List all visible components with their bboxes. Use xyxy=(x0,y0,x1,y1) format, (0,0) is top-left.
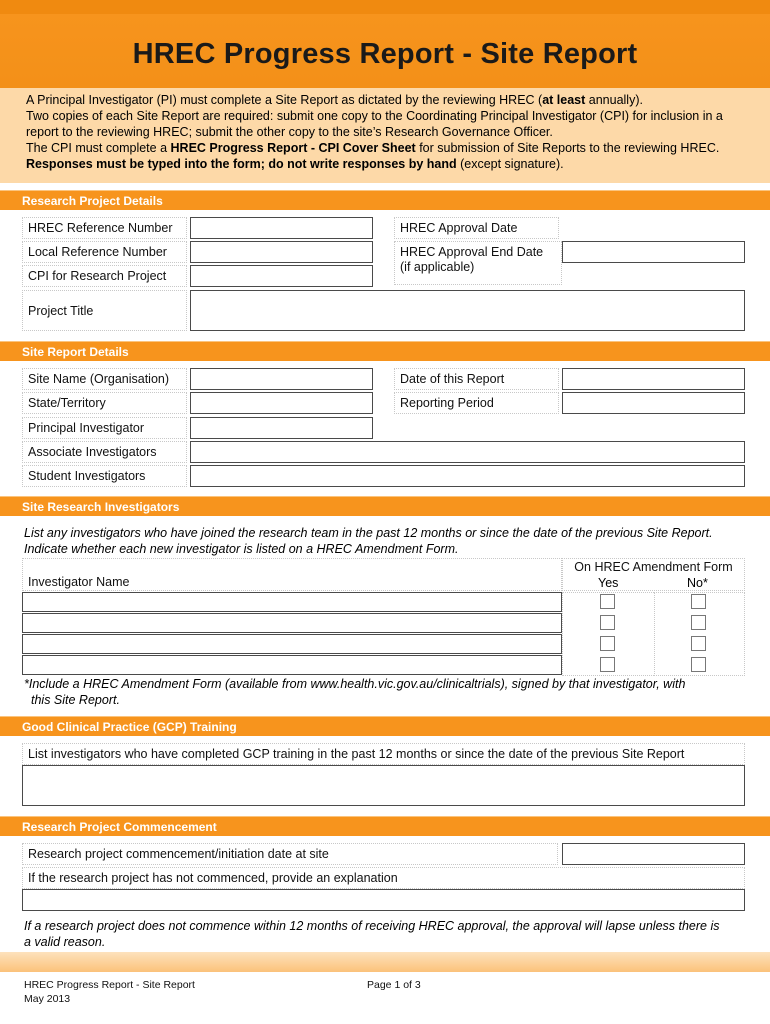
intro-line-3 xyxy=(26,140,746,156)
cpi-label: CPI for Research Project xyxy=(22,265,187,287)
intro-line-4 xyxy=(26,156,746,172)
hrec-approval-end-date-label xyxy=(394,241,562,285)
amendment-form-title: On HREC Amendment Form xyxy=(574,560,733,574)
intro-emphasis: HREC Progress Report - CPI Cover Sheet xyxy=(170,141,416,155)
project-title-input[interactable] xyxy=(190,290,745,331)
local-reference-input[interactable] xyxy=(190,241,373,263)
section-site-report-details: Site Report Details xyxy=(0,341,770,361)
report-date-input[interactable] xyxy=(562,368,745,390)
report-date-label: Date of this Report xyxy=(394,368,559,390)
yes-column-header: Yes xyxy=(598,576,619,590)
no-checkbox-4[interactable] xyxy=(691,657,706,672)
amendment-form-header xyxy=(562,558,745,591)
investigator-name-input-1[interactable] xyxy=(22,592,562,612)
investigators-instruction-2: Indicate whether each new investigator is listed on a HREC Amendment Form. xyxy=(24,542,459,556)
page-header xyxy=(0,0,770,88)
state-territory-label: State/Territory xyxy=(22,392,187,414)
no-checkbox-3[interactable] xyxy=(691,636,706,651)
site-name-label: Site Name (Organisation) xyxy=(22,368,187,390)
hrec-reference-label: HREC Reference Number xyxy=(22,217,187,239)
not-commenced-explanation-input[interactable] xyxy=(22,889,745,911)
associate-investigators-input[interactable] xyxy=(190,441,745,463)
associate-investigators-label: Associate Investigators xyxy=(22,441,187,463)
no-checkbox-1[interactable] xyxy=(691,594,706,609)
yes-checkbox-4[interactable] xyxy=(600,657,615,672)
commencement-note-2: a valid reason. xyxy=(24,935,106,949)
footer-band xyxy=(0,952,770,972)
intro-text: The CPI must complete a xyxy=(26,141,171,155)
approval-end-line-2: (if applicable) xyxy=(400,260,475,274)
no-column-header: No* xyxy=(687,576,708,590)
principal-investigator-input[interactable] xyxy=(190,417,373,439)
section-site-research-investigators: Site Research Investigators xyxy=(0,496,770,516)
approval-end-line-1: HREC Approval End Date xyxy=(400,245,544,259)
intro-text: for submission of Site Reports to the reviewing HREC. xyxy=(415,141,720,155)
hrec-reference-input[interactable] xyxy=(190,217,373,239)
site-name-input[interactable] xyxy=(190,368,373,390)
section-research-project-details: Research Project Details xyxy=(0,190,770,210)
investigator-name-input-2[interactable] xyxy=(22,613,562,633)
yes-checkbox-1[interactable] xyxy=(600,594,615,609)
footer-page-number: Page 1 of 3 xyxy=(367,979,421,991)
state-territory-input[interactable] xyxy=(190,392,373,414)
section-research-project-commencement: Research Project Commencement xyxy=(0,816,770,836)
intro-text: A Principal Investigator (PI) must complete a Site Report as dictated by the reviewing HREC ( xyxy=(26,93,543,107)
commencement-note-1: If a research project does not commence within 12 months of receiving HREC approval, the approval will lapse unless there is xyxy=(24,919,720,933)
intro-emphasis: Responses must be typed into the form; do not write responses by hand xyxy=(26,157,457,171)
yes-checkbox-2[interactable] xyxy=(600,615,615,630)
cpi-input[interactable] xyxy=(190,265,373,287)
not-commenced-label: If the research project has not commenced, provide an explanation xyxy=(22,867,745,889)
investigator-name-input-3[interactable] xyxy=(22,634,562,654)
intro-emphasis: at least xyxy=(542,93,586,107)
investigator-name-header: Investigator Name xyxy=(22,558,562,591)
hrec-approval-date-label: HREC Approval Date xyxy=(394,217,559,239)
reporting-period-label: Reporting Period xyxy=(394,392,559,414)
commencement-date-input[interactable] xyxy=(562,843,745,865)
hrec-approval-end-date-input[interactable] xyxy=(562,241,745,263)
amendment-note-1: *Include a HREC Amendment Form (available from www.health.vic.gov.au/clinicaltrials), signed by that investigator, with xyxy=(24,677,686,691)
footer-date: May 2013 xyxy=(24,993,71,1005)
gcp-training-input[interactable] xyxy=(22,765,745,806)
intro-text: annually). xyxy=(585,93,643,107)
footer-doc-title: HREC Progress Report - Site Report xyxy=(24,979,195,991)
principal-investigator-label: Principal Investigator xyxy=(22,417,187,439)
intro-panel xyxy=(0,88,770,183)
intro-line-1 xyxy=(26,92,746,108)
local-reference-label: Local Reference Number xyxy=(22,241,187,263)
reporting-period-input[interactable] xyxy=(562,392,745,414)
project-title-label: Project Title xyxy=(22,290,187,331)
investigators-instruction-1: List any investigators who have joined the research team in the past 12 months or since the date of the previous Site Report. xyxy=(24,526,713,540)
amendment-note-2: this Site Report. xyxy=(31,693,120,707)
gcp-instruction-label: List investigators who have completed GCP training in the past 12 months or since the date of the previous Site Report xyxy=(22,743,745,765)
no-checkbox-2[interactable] xyxy=(691,615,706,630)
intro-text: (except signature). xyxy=(456,157,564,171)
intro-line-2: Two copies of each Site Report are required: submit one copy to the Coordinating Principal Investigator (CPI) for inclusion in a report to the reviewing HREC; submit the other copy to the site’s Research Governance Officer. xyxy=(26,109,723,139)
section-gcp-training: Good Clinical Practice (GCP) Training xyxy=(0,716,770,736)
page-title: HREC Progress Report - Site Report xyxy=(132,38,638,70)
student-investigators-input[interactable] xyxy=(190,465,745,487)
yes-checkbox-3[interactable] xyxy=(600,636,615,651)
commencement-date-label: Research project commencement/initiation date at site xyxy=(22,843,558,865)
investigator-name-input-4[interactable] xyxy=(22,655,562,675)
student-investigators-label: Student Investigators xyxy=(22,465,187,487)
